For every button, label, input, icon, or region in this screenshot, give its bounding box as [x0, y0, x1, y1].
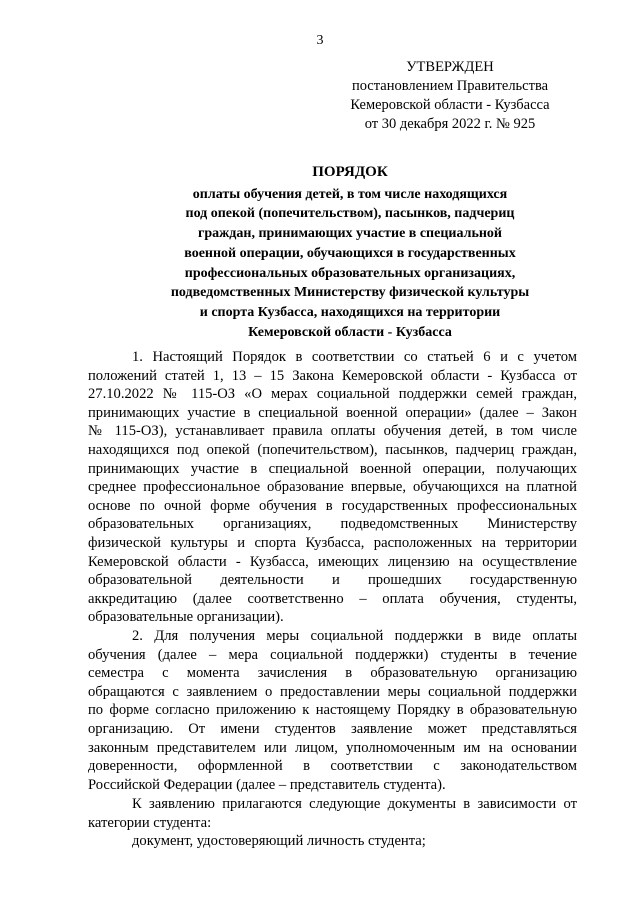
- page-number: 3: [316, 33, 324, 48]
- approval-line: от 30 декабря 2022 г. № 925: [364, 116, 536, 132]
- text-line: обучения (далее – мера социальной поддержки) студенты в течение: [88, 646, 577, 663]
- text-line: Российской Федерации (далее – представитель студента).: [88, 776, 446, 793]
- approval-line: постановлением Правительства: [351, 78, 549, 94]
- paragraph-1: [88, 348, 577, 627]
- text-line: принимающих участие в специальной военной операции, получающих: [88, 460, 577, 477]
- approval-stamp: [330, 58, 570, 134]
- text-line: образовательной деятельности и прошедших государственную: [88, 572, 577, 589]
- text-line: № 115-ОЗ), устанавливает правила оплаты обучения детей, в том числе: [88, 423, 577, 440]
- text-line: принимающих участие в специальной военной операции» (далее – Закон: [88, 404, 577, 421]
- document-heading: ПОРЯДОК: [312, 164, 388, 180]
- text-line: положений статей 1, 13 – 15 Закона Кемеровской области - Кузбасса от: [88, 367, 577, 384]
- text-line: образовательные организации).: [88, 609, 284, 626]
- title-line: военной операции, обучающихся в государственных: [184, 245, 516, 261]
- text-line: физической культуры и спорта Кузбасса, расположенных на территории: [88, 534, 577, 551]
- text-line: находящихся под опекой (попечительством), пасынков, падчериц граждан,: [88, 441, 577, 458]
- text-line: обращаются с заявлением о предоставлении меры социальной поддержки: [88, 683, 577, 700]
- text-line: организацию. От имени студентов заявление может представляться: [88, 720, 577, 737]
- title-line: и спорта Кузбасса, находящихся на территории: [199, 304, 501, 320]
- text-line: 1. Настоящий Порядок в соответствии со статьей 6 и с учетом: [132, 349, 577, 365]
- text-line: образовательных организациях, подведомственных Министерству: [88, 516, 577, 533]
- text-line: Кемеровской области - Кузбасса, имеющих лицензию на осуществление: [88, 553, 577, 570]
- text-line: К заявлению прилагаются следующие документы в зависимости от: [132, 796, 577, 812]
- approval-line: УТВЕРЖДЕН: [406, 59, 494, 75]
- paragraph-2: [88, 627, 577, 794]
- title-line: профессиональных образовательных организациях,: [184, 265, 516, 281]
- text-line: 2. Для получения меры социальной поддержки в виде оплаты: [132, 628, 577, 644]
- title-line: под опекой (попечительством), пасынков, падчериц: [185, 206, 515, 222]
- text-line: 27.10.2022 № 115-ОЗ «О мерах социальной поддержки семей граждан,: [88, 386, 577, 403]
- text-line: основе по очной форме обучения в государственных профессиональных: [88, 497, 577, 514]
- title-line: Кемеровской области - Кузбасса: [248, 324, 452, 340]
- text-line: среднее профессиональное образование впервые, обучающихся на платной: [88, 479, 577, 496]
- text-line: категории студента:: [88, 814, 212, 831]
- text-line: доверенности, оформленной в соответствии с законодательством: [88, 758, 577, 775]
- text-line: аккредитацию (далее соответственно – оплата обучения, студенты,: [88, 590, 577, 607]
- title-line: оплаты обучения детей, в том числе находящихся: [192, 186, 508, 202]
- document-title: [60, 163, 640, 342]
- approval-line: Кемеровской области - Кузбасса: [350, 97, 550, 113]
- paragraph-4: [88, 832, 577, 851]
- paragraph-3: [88, 795, 577, 832]
- text-line: семестра с момента зачисления в образовательную организацию: [88, 665, 577, 682]
- title-line: граждан, принимающих участие в специальной: [198, 226, 502, 242]
- text-line: по форме согласно приложению к настоящему Порядку в образовательную: [88, 702, 577, 719]
- title-line: подведомственных Министерству физической культуры: [170, 285, 530, 301]
- text-line: документ, удостоверяющий личность студента;: [132, 833, 426, 849]
- text-line: законным представителем или лицом, уполномоченным им на основании: [88, 739, 577, 756]
